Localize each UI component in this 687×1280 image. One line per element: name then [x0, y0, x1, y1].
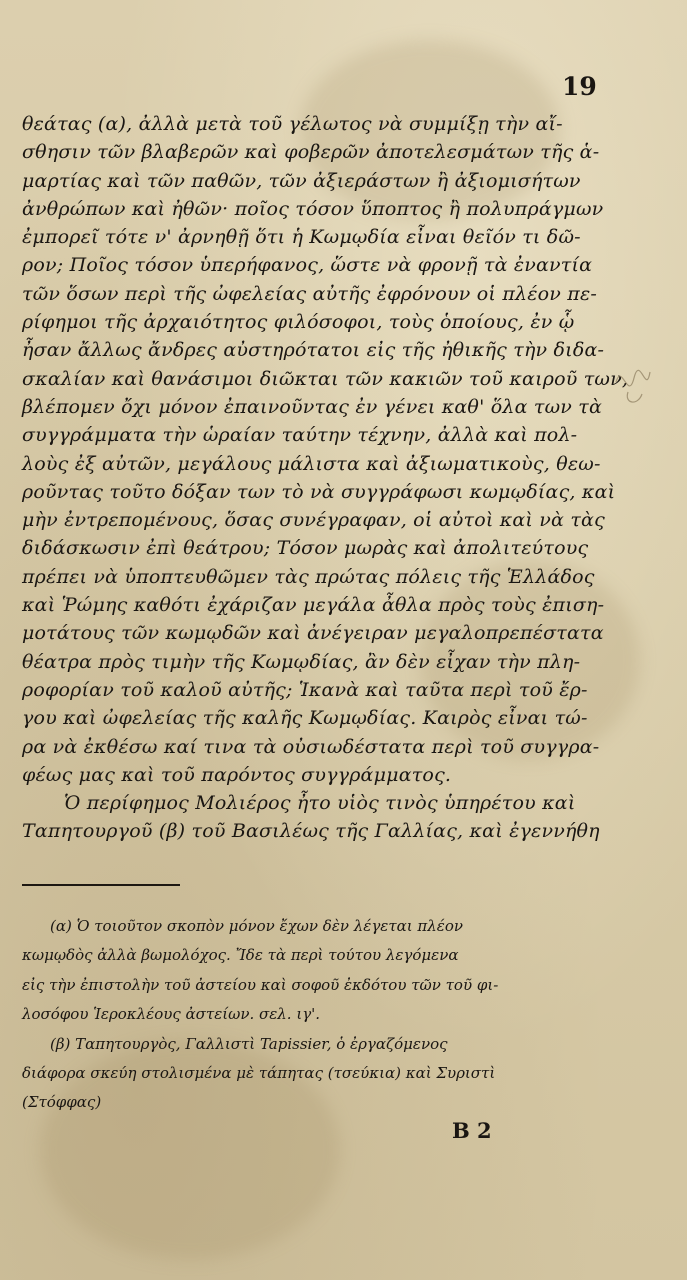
body-line: ρίφημοι τῆς ἀρχαιότητος φιλόσοφοι, τοὺς ὁποίους, ἐν ᾧ [22, 311, 575, 334]
page-number: 19 [562, 72, 597, 101]
footnote-line: εἰς τὴν ἐπιστολὴν τοῦ ἀστείου καὶ σοφοῦ ἐκδότου τῶν τοῦ φι- [22, 975, 499, 994]
body-line: τῶν ὅσων περὶ τῆς ὠφελείας αὐτῆς ἐφρόνουν οἱ πλέον πε- [22, 282, 597, 305]
body-line: ροῦντας τοῦτο δόξαν των τὸ νὰ συγγράφωσι κωμῳδίας, καὶ [22, 480, 616, 503]
body-line: πρέπει νὰ ὑποπτευθῶμεν τὰς πρώτας πόλεις τῆς Ἑλλάδος [22, 565, 595, 588]
footnote-line: (Στόφφας) [22, 1093, 102, 1112]
body-line: μοτάτους τῶν κωμῳδῶν καὶ ἀνέγειραν μεγαλοπρεπέστατα [22, 622, 604, 645]
body-line: θεάτας (α), ἀλλὰ μετὰ τοῦ γέλωτος νὰ συμμίξῃ τὴν αἴ- [22, 113, 563, 135]
body-line: ἀνθρώπων καὶ ἠθῶν· ποῖος τόσον ὕποπτος ἢ πολυπράγμων [22, 197, 604, 220]
body-line: σκαλίαν καὶ θανάσιμοι διῶκται τῶν κακιῶν τοῦ καιροῦ των, [22, 367, 629, 390]
body-line: ρον; Ποῖος τόσον ὑπερήφανος, ὥστε νὰ φρονῇ τὰ ἐναντία [22, 254, 593, 277]
body-line: διδάσκωσιν ἐπὶ θεάτρου; Τόσον μωρὰς καὶ ἀπολιτεύτους [22, 537, 589, 560]
body-line: Ὁ περίφημος Μολιέρος ἦτο υἱὸς τινὸς ὑπηρέτου καὶ [64, 792, 576, 815]
footnote-line: κωμῳδὸς ἀλλὰ βωμολόχος. Ἴδε τὰ περὶ τούτου λεγόμενα [22, 946, 459, 965]
body-line: συγγράμματα τὴν ὡραίαν ταύτην τέχνην, ἀλλὰ καὶ πολ- [22, 424, 578, 447]
body-line: σθησιν τῶν βλαβερῶν καὶ φοβερῶν ἀποτελεσμάτων τῆς ἁ- [22, 141, 600, 164]
body-line: θέατρα πρὸς τιμὴν τῆς Κωμῳδίας, ἂν δὲν εἶχαν τὴν πλη- [22, 650, 581, 673]
body-line: φέως μας καὶ τοῦ παρόντος συγγράμματος. [22, 763, 452, 786]
margin-scribble [598, 352, 678, 412]
footnote-line: (β) Ταπητουργὸς, Γαλλιστὶ Tapissier, ὁ ἐργαζόμενος [50, 1034, 448, 1053]
body-line: καὶ Ῥώμης καθότι ἐχάριζαν μεγάλα ἆθλα πρὸς τοὺς ἐπιση- [22, 594, 605, 617]
body-line: ρα νὰ ἐκθέσω καί τινα τὰ οὐσιωδέστατα περὶ τοῦ συγγρα- [22, 735, 600, 758]
body-line: ροφορίαν τοῦ καλοῦ αὐτῆς; Ἱκανὰ καὶ ταῦτα περὶ τοῦ ἔρ- [22, 678, 588, 701]
body-line: βλέπομεν ὄχι μόνον ἐπαινοῦντας ἐν γένει καθ' ὅλα των τὰ [22, 395, 603, 418]
footnote-line: λοσόφου Ἱεροκλέους ἀστείων. σελ. ιγ'. [22, 1005, 321, 1024]
footnote-line: διάφορα σκεύη στολισμένα μὲ τάπητας (τσεύκια) καὶ Συριστὶ [22, 1063, 496, 1082]
body-line: ἦσαν ἄλλως ἄνδρες αὐστηρότατοι εἰς τῆς ἠθικῆς τὴν διδα- [22, 339, 605, 362]
footnote-line: (α) Ὁ τοιοῦτον σκοπὸν μόνον ἔχων δὲν λέγεται πλέον [50, 917, 463, 935]
body-line: λοὺς ἐξ αὐτῶν, μεγάλους μάλιστα καὶ ἀξιωματικοὺς, θεω- [22, 452, 601, 475]
printer-signature-mark: B 2 [452, 1118, 492, 1143]
footnotes [22, 912, 602, 1118]
body-line: μαρτίας καὶ τῶν παθῶν, τῶν ἀξιεράστων ἢ ἀξιομισήτων [22, 169, 581, 192]
body-line: μὴν ἐντρεπομένους, ὅσας συνέγραφαν, οἱ αὐτοὶ καὶ νὰ τὰς [22, 509, 605, 532]
body-line: γου καὶ ὠφελείας τῆς καλῆς Κωμῳδίας. Καιρὸς εἶναι τώ- [22, 707, 588, 730]
body-text [22, 110, 629, 846]
footnote-separator [22, 884, 180, 886]
body-line: ἐμπορεῖ τότε ν' ἀρνηθῇ ὅτι ἡ Κωμῳδία εἶναι θεῖόν τι δῶ- [22, 226, 581, 249]
body-line: Ταπητουργοῦ (β) τοῦ Βασιλέως τῆς Γαλλίας, καὶ ἐγεννήθη [22, 820, 600, 843]
